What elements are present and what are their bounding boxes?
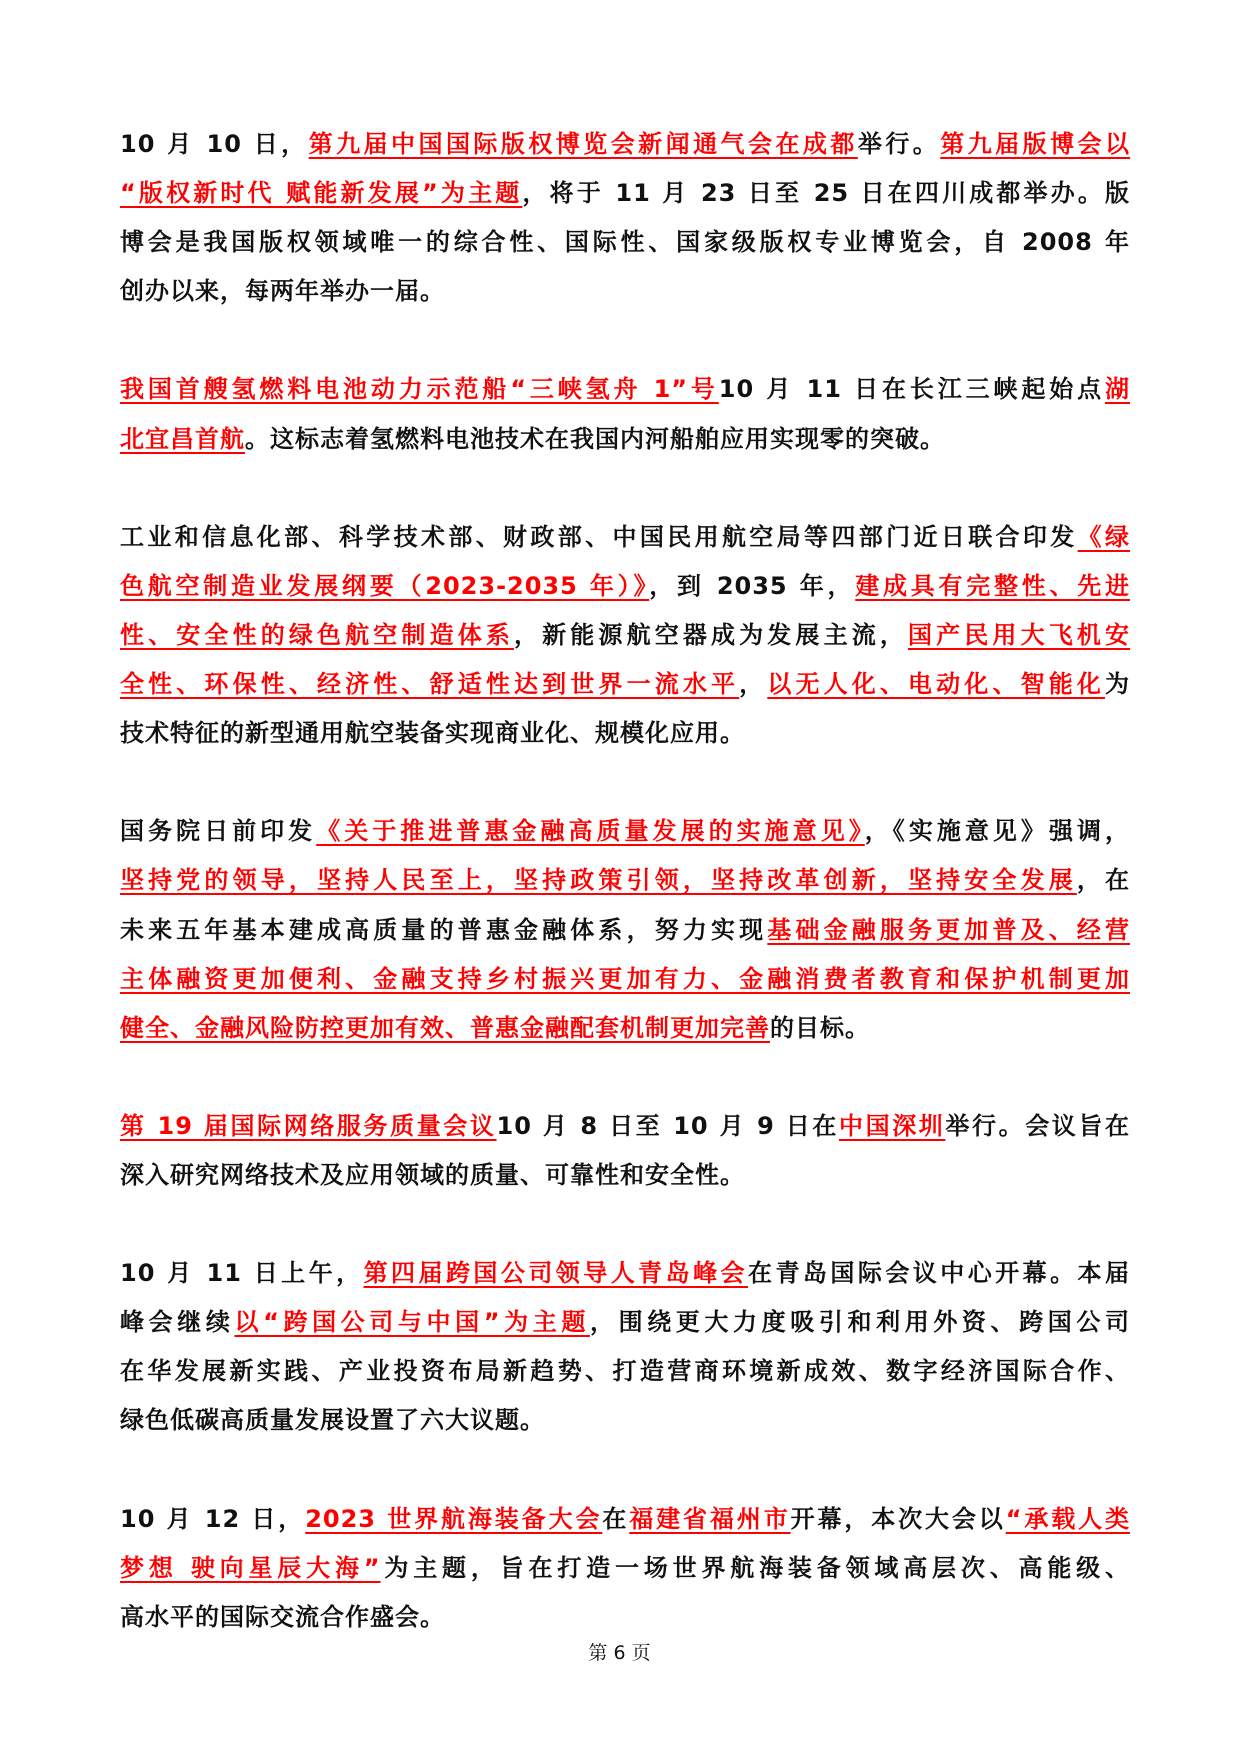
- news-paragraph: [120, 365, 1130, 463]
- highlighted-text: “版权新时代 赋能新发展”为主题: [120, 179, 523, 208]
- paragraph-spacer: [120, 316, 1130, 365]
- highlighted-text: 以无人化、电动化、智能化: [767, 670, 1106, 699]
- body-text: 在: [602, 1504, 630, 1533]
- text-line: [120, 1347, 1130, 1396]
- text-line: [120, 1151, 1130, 1200]
- text-line: [120, 807, 1130, 856]
- news-paragraph: [120, 1495, 1130, 1642]
- highlighted-text: 全性、环保性、经济性、舒适性达到世界一流水平: [120, 670, 740, 699]
- highlighted-text: 健全、金融风险防控更加有效、普惠金融配套机制更加完善: [120, 1013, 770, 1042]
- body-text: ，在: [1076, 866, 1131, 895]
- body-text: 10 月 10 日，: [120, 130, 309, 158]
- news-paragraph: [120, 1102, 1130, 1200]
- highlighted-text: 中国深圳: [839, 1111, 946, 1140]
- text-line: [120, 1298, 1130, 1347]
- paragraph-spacer: [120, 1053, 1130, 1102]
- highlighted-text: 以“跨国公司与中国”为主题: [234, 1308, 590, 1337]
- text-line: [120, 1396, 1130, 1445]
- news-paragraph: [120, 807, 1130, 1052]
- body-text: 未来五年基本建成高质量的普惠金融体系，努力实现: [120, 915, 768, 944]
- body-text: 技术特征的新型通用航空装备实现商业化、规模化应用。: [120, 719, 745, 748]
- text-line: [120, 267, 1130, 316]
- body-text: 举行。: [857, 130, 941, 158]
- news-paragraph: [120, 513, 1130, 758]
- body-text: 深入研究网络技术及应用领域的质量、可靠性和安全性。: [120, 1160, 745, 1189]
- highlighted-text: 湖: [1105, 375, 1130, 404]
- text-line: [120, 1102, 1130, 1151]
- highlighted-text: 北宜昌首航: [120, 424, 245, 453]
- highlighted-text: 第四届跨国公司领导人青岛峰会: [363, 1259, 749, 1288]
- highlighted-text: “承载人类: [1005, 1504, 1131, 1533]
- body-text: 在华发展新实践、产业投资布局新趋势、打造营商环境新成效、数字经济国际合作、: [120, 1357, 1130, 1386]
- highlighted-text: 2023 世界航海装备大会: [305, 1504, 603, 1533]
- highlighted-text: 我国首艘氢燃料电池动力示范船“三峡氢舟 1”号: [120, 375, 719, 404]
- text-line: [120, 1544, 1130, 1593]
- body-text: 为主题，旨在打造一场世界航海装备领域高层次、高能级、: [380, 1553, 1130, 1582]
- highlighted-text: 性、安全性的绿色航空制造体系: [120, 620, 514, 649]
- highlighted-text: 建成具有完整性、先进: [855, 571, 1131, 600]
- body-text: 10 月 12 日，: [120, 1504, 306, 1533]
- body-text: 在青岛国际会议中心开幕。本届: [748, 1259, 1131, 1288]
- text-line: [120, 120, 1130, 169]
- body-text: ，围绕更大力度吸引和利用外资、跨国公司: [589, 1308, 1131, 1337]
- highlighted-text: 色航空制造业发展纲要（2023-2035 年）》: [120, 571, 650, 600]
- body-text: ，新能源航空器成为发展主流，: [514, 620, 908, 649]
- highlighted-text: 《绿: [1077, 522, 1131, 551]
- text-line: [120, 562, 1130, 611]
- body-text: ，到 2035 年，: [649, 571, 856, 600]
- highlighted-text: 第九届中国国际版权博览会新闻通气会在成都: [308, 130, 858, 158]
- highlighted-text: 主体融资更加便利、金融支持乡村振兴更加有力、金融消费者教育和保护机制更加: [120, 964, 1130, 993]
- text-line: [120, 660, 1130, 709]
- body-text: 博会是我国版权领域唯一的综合性、国际性、国家级版权专业博览会，自 2008 年: [120, 228, 1130, 257]
- text-line: [120, 955, 1130, 1004]
- paragraph-spacer: [120, 758, 1130, 807]
- body-text: 10 月 11 日在长江三峡起始点: [718, 375, 1105, 404]
- text-line: [120, 169, 1130, 218]
- text-line: [120, 365, 1130, 414]
- body-text: 创办以来，每两年举办一届。: [120, 277, 445, 306]
- highlighted-text: 福建省福州市: [629, 1504, 791, 1533]
- news-paragraph: [120, 120, 1130, 316]
- body-text: 国务院日前印发: [120, 817, 317, 846]
- body-text: 开幕，本次大会以: [790, 1504, 1006, 1533]
- text-line: [120, 906, 1130, 955]
- body-text: ，: [739, 670, 768, 699]
- text-line: [120, 513, 1130, 562]
- body-text: 为: [1105, 670, 1131, 699]
- text-line: [120, 415, 1130, 464]
- highlighted-text: 基础金融服务更加普及、经营: [767, 915, 1131, 944]
- text-line: [120, 1004, 1130, 1053]
- text-line: [120, 1593, 1130, 1642]
- body-text: 10 月 8 日至 10 月 9 日在: [496, 1111, 839, 1140]
- body-text: 的目标。: [770, 1013, 870, 1042]
- highlighted-text: 梦想 驶向星辰大海”: [120, 1553, 381, 1582]
- text-line: [120, 856, 1130, 905]
- text-line: [120, 218, 1130, 267]
- document-body: [120, 120, 1130, 1691]
- body-text: ，《实施意见》强调，: [864, 817, 1131, 846]
- paragraph-spacer: [120, 1446, 1130, 1495]
- text-line: [120, 709, 1130, 758]
- paragraph-spacer: [120, 1200, 1130, 1249]
- highlighted-text: 第九届版博会以: [940, 130, 1131, 158]
- body-text: ，将于 11 月 23 日至 25 日在四川成都举办。版: [522, 179, 1131, 208]
- highlighted-text: 坚持党的领导，坚持人民至上，坚持政策引领，坚持改革创新，坚持安全发展: [120, 866, 1077, 895]
- body-text: 举行。会议旨在: [945, 1111, 1131, 1140]
- text-line: [120, 611, 1130, 660]
- highlighted-text: 《关于推进普惠金融高质量发展的实施意见》: [316, 817, 865, 846]
- text-line: [120, 1495, 1130, 1544]
- highlighted-text: 第 19 届国际网络服务质量会议: [120, 1111, 497, 1140]
- body-text: 。这标志着氢燃料电池技术在我国内河船舶应用实现零的突破。: [245, 424, 945, 453]
- body-text: 10 月 11 日上午，: [120, 1259, 364, 1288]
- text-line: [120, 1249, 1130, 1298]
- page-number: 第 6 页: [588, 1642, 651, 1664]
- body-text: 绿色低碳高质量发展设置了六大议题。: [120, 1406, 545, 1435]
- highlighted-text: 国产民用大飞机安: [908, 620, 1130, 649]
- body-text: 工业和信息化部、科学技术部、财政部、中国民用航空局等四部门近日联合印发: [120, 522, 1078, 551]
- body-text: 峰会继续: [120, 1308, 235, 1337]
- news-paragraph: [120, 1249, 1130, 1445]
- paragraph-spacer: [120, 464, 1130, 513]
- body-text: 高水平的国际交流合作盛会。: [120, 1602, 445, 1631]
